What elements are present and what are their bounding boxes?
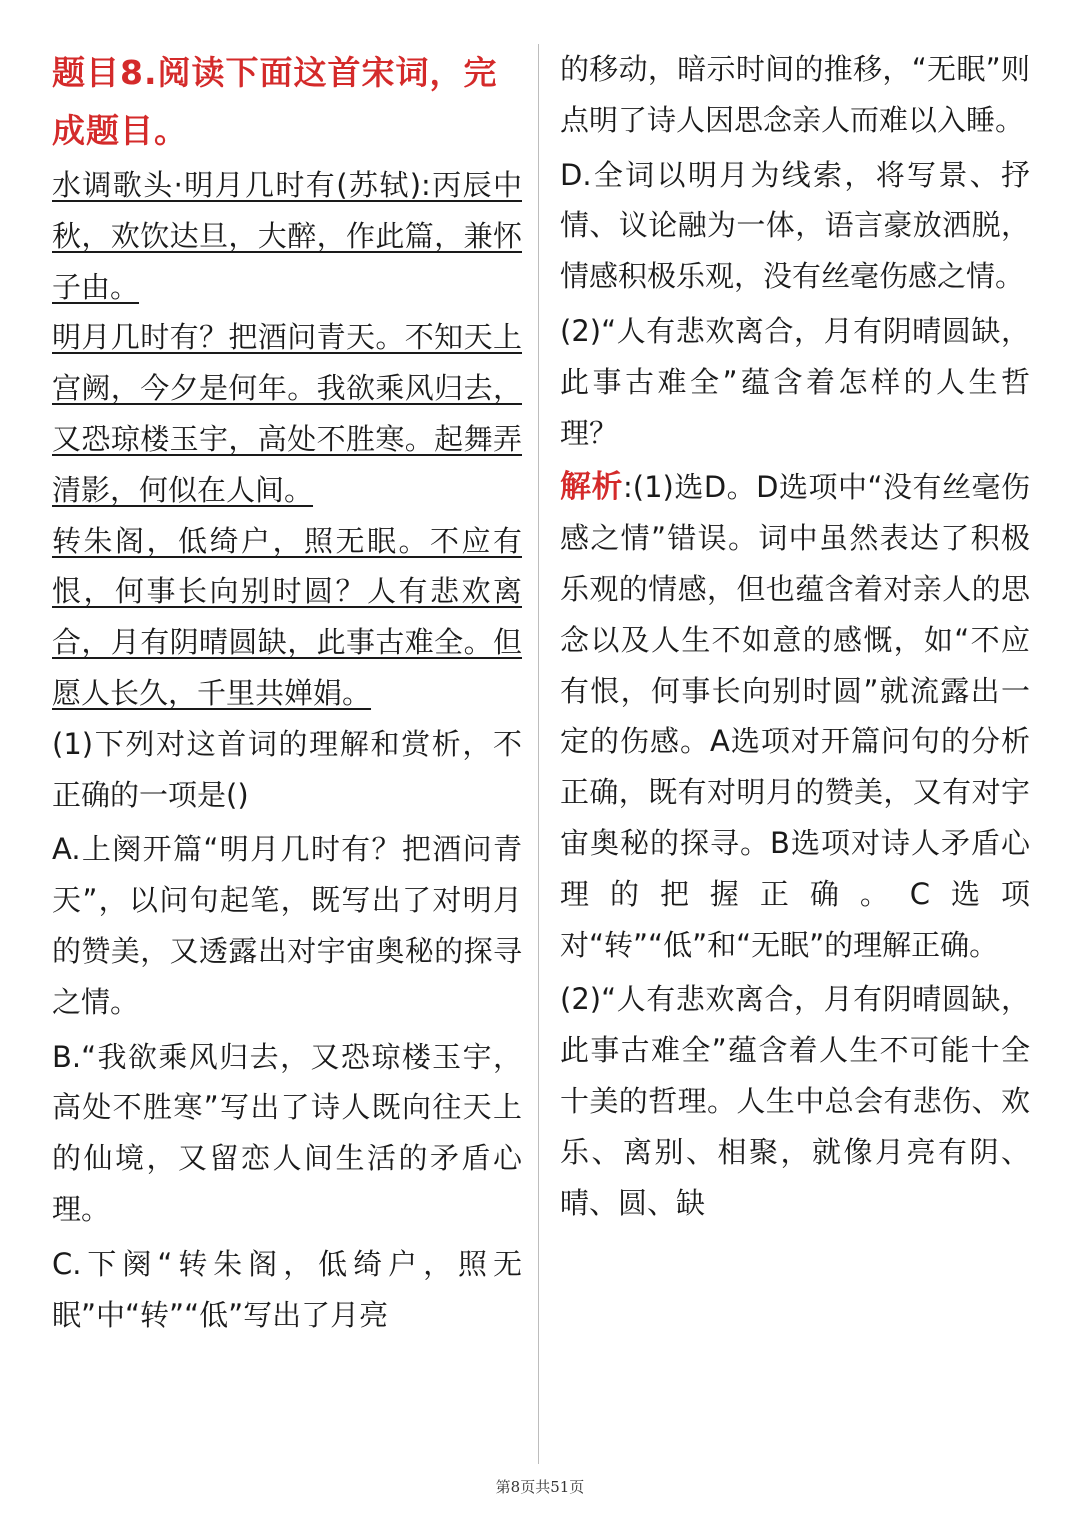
option-a: A.上阕开篇“明月几时有？把酒问青天”，以问句起笔，既写出了对明月的赞美，又透露出对宇宙奥秘的探寻之情。 xyxy=(52,832,522,1019)
poem-heading: 水调歌头·明月几时有(苏轼):丙辰中秋，欢饮达旦，大醉，作此篇，兼怀子由。 xyxy=(52,168,522,304)
analysis-answer-1-text: :(1)选D。D选项中“没有丝毫伤感之情”错误。词中虽然表达了积极乐观的情感，但也蕴含着对亲人的思念以及人生不如意的感慨，如“不应有恨，何事长向别时圆”就流露出一定的伤感。A选项对开篇问句的分析正确，既有对明月的赞美，又有对宇宙奥秘的探寻。B选项对诗人矛盾心理的把握正确。C选项对“转”“低”和“无眠”的理解正确。 xyxy=(560,470,1030,962)
right-column xyxy=(560,44,1030,1228)
analysis-label: 解析 xyxy=(560,469,623,506)
option-c-part2: 的移动，暗示时间的推移，“无眠”则点明了诗人因思念亲人而难以入睡。 xyxy=(560,52,1030,137)
question-2-stem: (2)“人有悲欢离合，月有阴晴圆缺，此事古难全”蕴含着怎样的人生哲理？ xyxy=(560,313,1030,450)
question-title: 题目8.阅读下面这首宋词，完成题目。 xyxy=(52,53,498,150)
column-divider xyxy=(538,44,539,1464)
poem-stanza-2: 转朱阁，低绮户，照无眠。不应有恨，何事长向别时圆？人有悲欢离合，月有阴晴圆缺，此事古难全。但愿人长久，千里共婵娟。 xyxy=(52,523,522,710)
option-d: D.全词以明月为线索，将写景、抒情、议论融为一体，语言豪放洒脱，情感积极乐观，没有丝毫伤感之情。 xyxy=(560,157,1030,294)
poem-stanza-1: 明月几时有？把酒问青天。不知天上宫阙，今夕是何年。我欲乘风归去，又恐琼楼玉宇，高处不胜寒。起舞弄清影，何似在人间。 xyxy=(52,320,522,507)
left-column xyxy=(52,44,522,1340)
analysis-answer-1 xyxy=(560,462,1030,970)
analysis-answer-2: (2)“人有悲欢离合，月有阴晴圆缺，此事古难全”蕴含着人生不可能十全十美的哲理。人生中总会有悲伤、欢乐、离别、相聚，就像月亮有阴、晴、圆、缺 xyxy=(560,982,1030,1220)
option-c-part1: C.下阕“转朱阁，低绮户，照无眠”中“转”“低”写出了月亮 xyxy=(52,1246,522,1332)
page-footer: 第8页共51页 xyxy=(495,1478,585,1496)
option-b: B.“我欲乘风归去，又恐琼楼玉宇，高处不胜寒”写出了诗人既向往天上的仙境，又留恋人间生活的矛盾心理。 xyxy=(52,1039,522,1226)
question-1-stem: (1)下列对这首词的理解和赏析，不正确的一项是() xyxy=(52,726,522,812)
